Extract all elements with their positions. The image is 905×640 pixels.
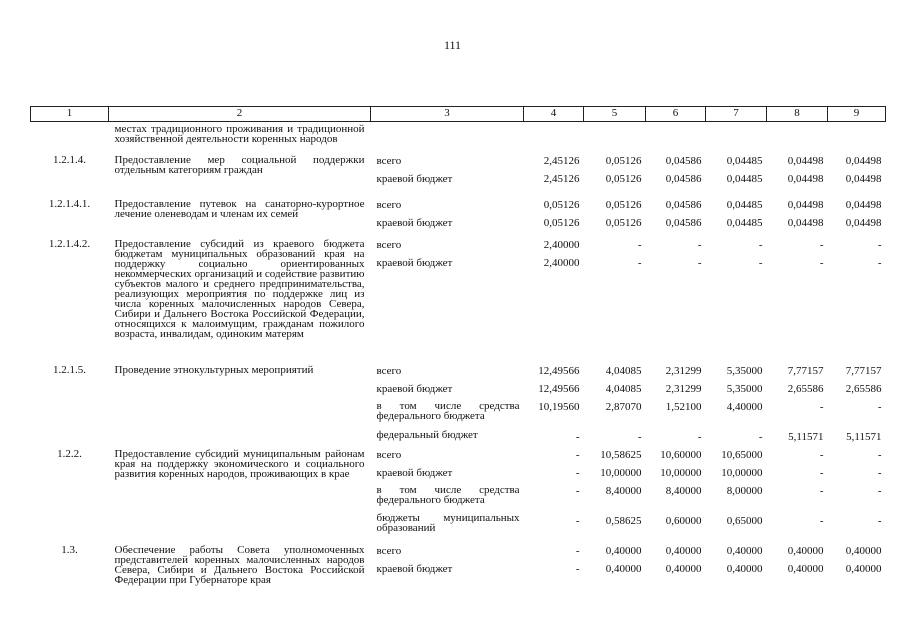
value-column-6 xyxy=(646,153,706,197)
value-cell: 8,40000 xyxy=(665,485,702,497)
value-column-6 xyxy=(646,363,706,447)
funding-source-label: всего xyxy=(376,199,402,211)
value-cell: 0,04498 xyxy=(787,199,824,211)
value-column-6 xyxy=(646,237,706,363)
budget-table xyxy=(30,106,886,601)
row-description xyxy=(109,447,371,543)
funding-sources xyxy=(371,237,524,363)
funding-source-label: всего xyxy=(376,365,402,377)
value-cell: - xyxy=(877,515,882,527)
row-description-text: Предоставление субсидий из краевого бюджета бюджетам муниципальных образований края на поддержку социально ориентированных некоммерческих организаций и содействие развитию субъектов малого и среднего предпринимательства, реализующих мероприятия по поддержке лиц из числа коренных малочисленных народов Севера, Сибири и Дальнего Востока Российской Федерации, относящихся к малоимущим, гражданам пожилого возраста, инвалидам, одиноким матерям xyxy=(114,238,365,340)
value-column-5 xyxy=(584,447,646,543)
continuation-row xyxy=(31,122,886,154)
header-cell: 5 xyxy=(584,107,646,122)
value-cell: 0,40000 xyxy=(665,545,702,557)
row-code: 1.3. xyxy=(61,544,78,556)
row-description xyxy=(109,237,371,363)
funding-source-label: бюджеты муниципальных образований xyxy=(376,512,520,534)
value-cell: - xyxy=(877,239,882,251)
funding-source-label: в том числе средства федерального бюджета xyxy=(376,484,520,506)
table-row xyxy=(31,197,886,237)
value-cell: 0,05126 xyxy=(605,173,642,185)
value-cell: 0,04498 xyxy=(845,217,882,229)
row-code: 1.2.1.4.1. xyxy=(48,198,91,210)
value-column-9 xyxy=(828,197,886,237)
funding-source-label: в том числе средства федерального бюджета xyxy=(376,400,520,422)
funding-source-label: краевой бюджет xyxy=(376,467,453,479)
value-cell: 2,65586 xyxy=(845,383,882,395)
value-cell: 2,65586 xyxy=(787,383,824,395)
table-row xyxy=(31,363,886,447)
funding-source-label: краевой бюджет xyxy=(376,257,453,269)
table-row xyxy=(31,237,886,363)
value-cell: - xyxy=(637,239,642,251)
value-cell: 0,04586 xyxy=(665,155,702,167)
value-cell: - xyxy=(877,485,882,497)
value-cell: - xyxy=(697,431,702,443)
table-header xyxy=(31,107,886,122)
value-cell: 0,05126 xyxy=(605,155,642,167)
value-column-8 xyxy=(767,237,828,363)
value-cell: 10,65000 xyxy=(721,449,763,461)
value-cell: - xyxy=(575,545,580,557)
value-cell: 0,40000 xyxy=(787,563,824,575)
value-cell: 0,04586 xyxy=(665,199,702,211)
row-description xyxy=(109,197,371,237)
value-cell: 8,00000 xyxy=(726,485,763,497)
value-cell: 0,65000 xyxy=(726,515,763,527)
value-column-7 xyxy=(706,153,767,197)
value-cell: 0,04498 xyxy=(845,155,882,167)
funding-source-label: всего xyxy=(376,545,402,557)
value-cell: - xyxy=(575,563,580,575)
value-cell: - xyxy=(877,467,882,479)
row-code: 1.2.1.5. xyxy=(53,364,86,376)
header-cell: 8 xyxy=(767,107,828,122)
value-cell: 0,04498 xyxy=(845,173,882,185)
page-number: 111 xyxy=(443,38,462,52)
row-description xyxy=(109,543,371,601)
value-cell: 0,04498 xyxy=(787,173,824,185)
row-description-text: Предоставление путевок на санаторно-курортное лечение оленеводам и членам их семей xyxy=(114,198,365,220)
row-description xyxy=(109,153,371,197)
value-cell: 0,05126 xyxy=(543,199,580,211)
value-cell: 4,04085 xyxy=(605,383,642,395)
row-code: 1.2.1.4. xyxy=(53,154,86,166)
value-cell: 10,58625 xyxy=(600,449,642,461)
value-column-9 xyxy=(828,543,886,601)
value-cell: 0,04485 xyxy=(726,199,763,211)
funding-sources xyxy=(371,153,524,197)
value-column-8 xyxy=(767,447,828,543)
value-column-6 xyxy=(646,543,706,601)
continued-description: местах традиционного проживания и традиционной хозяйственной деятельности коренных народов xyxy=(114,123,365,145)
value-column-7 xyxy=(706,197,767,237)
value-cell: 5,35000 xyxy=(726,365,763,377)
value-column-5 xyxy=(584,543,646,601)
value-cell: 10,19560 xyxy=(538,401,580,413)
value-column-7 xyxy=(706,363,767,447)
value-cell: 7,77157 xyxy=(787,365,824,377)
value-cell: - xyxy=(819,401,824,413)
value-cell: 5,35000 xyxy=(726,383,763,395)
value-cell: 0,40000 xyxy=(787,545,824,557)
value-cell: 0,58625 xyxy=(605,515,642,527)
value-column-4 xyxy=(524,543,584,601)
value-column-9 xyxy=(828,363,886,447)
value-cell: 0,04586 xyxy=(665,173,702,185)
value-cell: 0,04485 xyxy=(726,217,763,229)
value-cell: 5,11571 xyxy=(846,431,882,443)
value-cell: 2,31299 xyxy=(665,365,702,377)
value-column-6 xyxy=(646,197,706,237)
value-column-7 xyxy=(706,447,767,543)
funding-source-label: всего xyxy=(376,449,402,461)
row-description-text: Предоставление субсидий муниципальным районам края на поддержку экономического и социального развития коренных народов, проживающих в крае xyxy=(114,448,365,480)
value-cell: - xyxy=(819,515,824,527)
value-cell: 12,49566 xyxy=(538,365,580,377)
value-cell: - xyxy=(697,239,702,251)
value-column-5 xyxy=(584,197,646,237)
value-cell: 0,04586 xyxy=(665,217,702,229)
row-description-text: Предоставление мер социальной поддержки отдельным категориям граждан xyxy=(114,154,365,176)
table-row xyxy=(31,153,886,197)
value-cell: 0,40000 xyxy=(665,563,702,575)
value-cell: 0,04498 xyxy=(787,155,824,167)
funding-source-label: краевой бюджет xyxy=(376,217,453,229)
value-column-4 xyxy=(524,363,584,447)
header-cell: 3 xyxy=(371,107,524,122)
value-column-4 xyxy=(524,153,584,197)
funding-sources xyxy=(371,447,524,543)
value-cell: - xyxy=(819,449,824,461)
value-column-9 xyxy=(828,237,886,363)
funding-source-label: краевой бюджет xyxy=(376,383,453,395)
value-cell: 4,40000 xyxy=(726,401,763,413)
value-cell: 10,00000 xyxy=(660,467,702,479)
funding-sources xyxy=(371,197,524,237)
value-cell: 0,40000 xyxy=(605,563,642,575)
value-column-8 xyxy=(767,197,828,237)
value-cell: 0,40000 xyxy=(726,545,763,557)
value-column-4 xyxy=(524,237,584,363)
table-row xyxy=(31,543,886,601)
value-cell: - xyxy=(575,467,580,479)
value-column-7 xyxy=(706,543,767,601)
value-cell: 2,45126 xyxy=(543,173,580,185)
value-cell: - xyxy=(819,485,824,497)
value-cell: 2,40000 xyxy=(543,239,580,251)
row-code: 1.2.2. xyxy=(57,448,82,460)
value-column-5 xyxy=(584,153,646,197)
value-cell: - xyxy=(758,431,763,443)
funding-source-label: краевой бюджет xyxy=(376,173,453,185)
row-code: 1.2.1.4.2. xyxy=(48,238,91,250)
value-column-4 xyxy=(524,197,584,237)
value-column-8 xyxy=(767,153,828,197)
funding-source-label: всего xyxy=(376,239,402,251)
header-cell: 9 xyxy=(828,107,886,122)
value-cell: 8,40000 xyxy=(605,485,642,497)
value-cell: 1,52100 xyxy=(665,401,702,413)
value-column-7 xyxy=(706,237,767,363)
funding-source-label: федеральный бюджет xyxy=(376,429,478,441)
value-cell: - xyxy=(697,257,702,269)
value-column-6 xyxy=(646,447,706,543)
funding-source-label: всего xyxy=(376,155,402,167)
row-description-text: Обеспечение работы Совета уполномоченных представителей коренных малочисленных народов Севера, Сибири и Дальнего Востока Российской Федерации при Губернаторе края xyxy=(114,544,365,586)
header-cell: 1 xyxy=(31,107,109,122)
value-cell: 10,60000 xyxy=(660,449,702,461)
value-cell: - xyxy=(575,485,580,497)
value-cell: 0,60000 xyxy=(665,515,702,527)
value-cell: - xyxy=(637,431,642,443)
value-column-9 xyxy=(828,447,886,543)
value-cell: - xyxy=(575,515,580,527)
value-cell: 10,00000 xyxy=(721,467,763,479)
value-cell: - xyxy=(758,239,763,251)
table-row xyxy=(31,447,886,543)
value-cell: 0,40000 xyxy=(845,545,882,557)
value-cell: 12,49566 xyxy=(538,383,580,395)
value-cell: 10,00000 xyxy=(600,467,642,479)
value-cell: - xyxy=(819,239,824,251)
value-cell: 2,31299 xyxy=(665,383,702,395)
value-cell: - xyxy=(758,257,763,269)
value-cell: 0,04498 xyxy=(787,217,824,229)
value-column-5 xyxy=(584,363,646,447)
funding-source-label: краевой бюджет xyxy=(376,563,453,575)
row-description xyxy=(109,363,371,447)
value-cell: - xyxy=(877,449,882,461)
value-column-9 xyxy=(828,153,886,197)
value-cell: - xyxy=(575,431,580,443)
header-cell: 2 xyxy=(109,107,371,122)
value-cell: 0,40000 xyxy=(605,545,642,557)
value-column-5 xyxy=(584,237,646,363)
value-cell: 0,40000 xyxy=(845,563,882,575)
value-cell: 2,87070 xyxy=(605,401,642,413)
value-cell: - xyxy=(877,401,882,413)
value-cell: 0,40000 xyxy=(726,563,763,575)
value-cell: 2,40000 xyxy=(543,257,580,269)
header-cell: 7 xyxy=(706,107,767,122)
header-cell: 4 xyxy=(524,107,584,122)
funding-sources xyxy=(371,543,524,601)
value-cell: 5,11571 xyxy=(788,431,824,443)
value-cell: - xyxy=(819,467,824,479)
header-cell: 6 xyxy=(646,107,706,122)
funding-sources xyxy=(371,363,524,447)
value-column-4 xyxy=(524,447,584,543)
row-description-text: Проведение этнокультурных мероприятий xyxy=(114,364,314,376)
value-cell: 0,05126 xyxy=(543,217,580,229)
value-column-8 xyxy=(767,363,828,447)
value-cell: 7,77157 xyxy=(845,365,882,377)
value-column-8 xyxy=(767,543,828,601)
value-cell: - xyxy=(637,257,642,269)
value-cell: 0,04498 xyxy=(845,199,882,211)
value-cell: 0,04485 xyxy=(726,155,763,167)
value-cell: 0,05126 xyxy=(605,199,642,211)
value-cell: 0,05126 xyxy=(605,217,642,229)
value-cell: 4,04085 xyxy=(605,365,642,377)
value-cell: - xyxy=(819,257,824,269)
value-cell: 0,04485 xyxy=(726,173,763,185)
value-cell: - xyxy=(877,257,882,269)
value-cell: 2,45126 xyxy=(543,155,580,167)
value-cell: - xyxy=(575,449,580,461)
